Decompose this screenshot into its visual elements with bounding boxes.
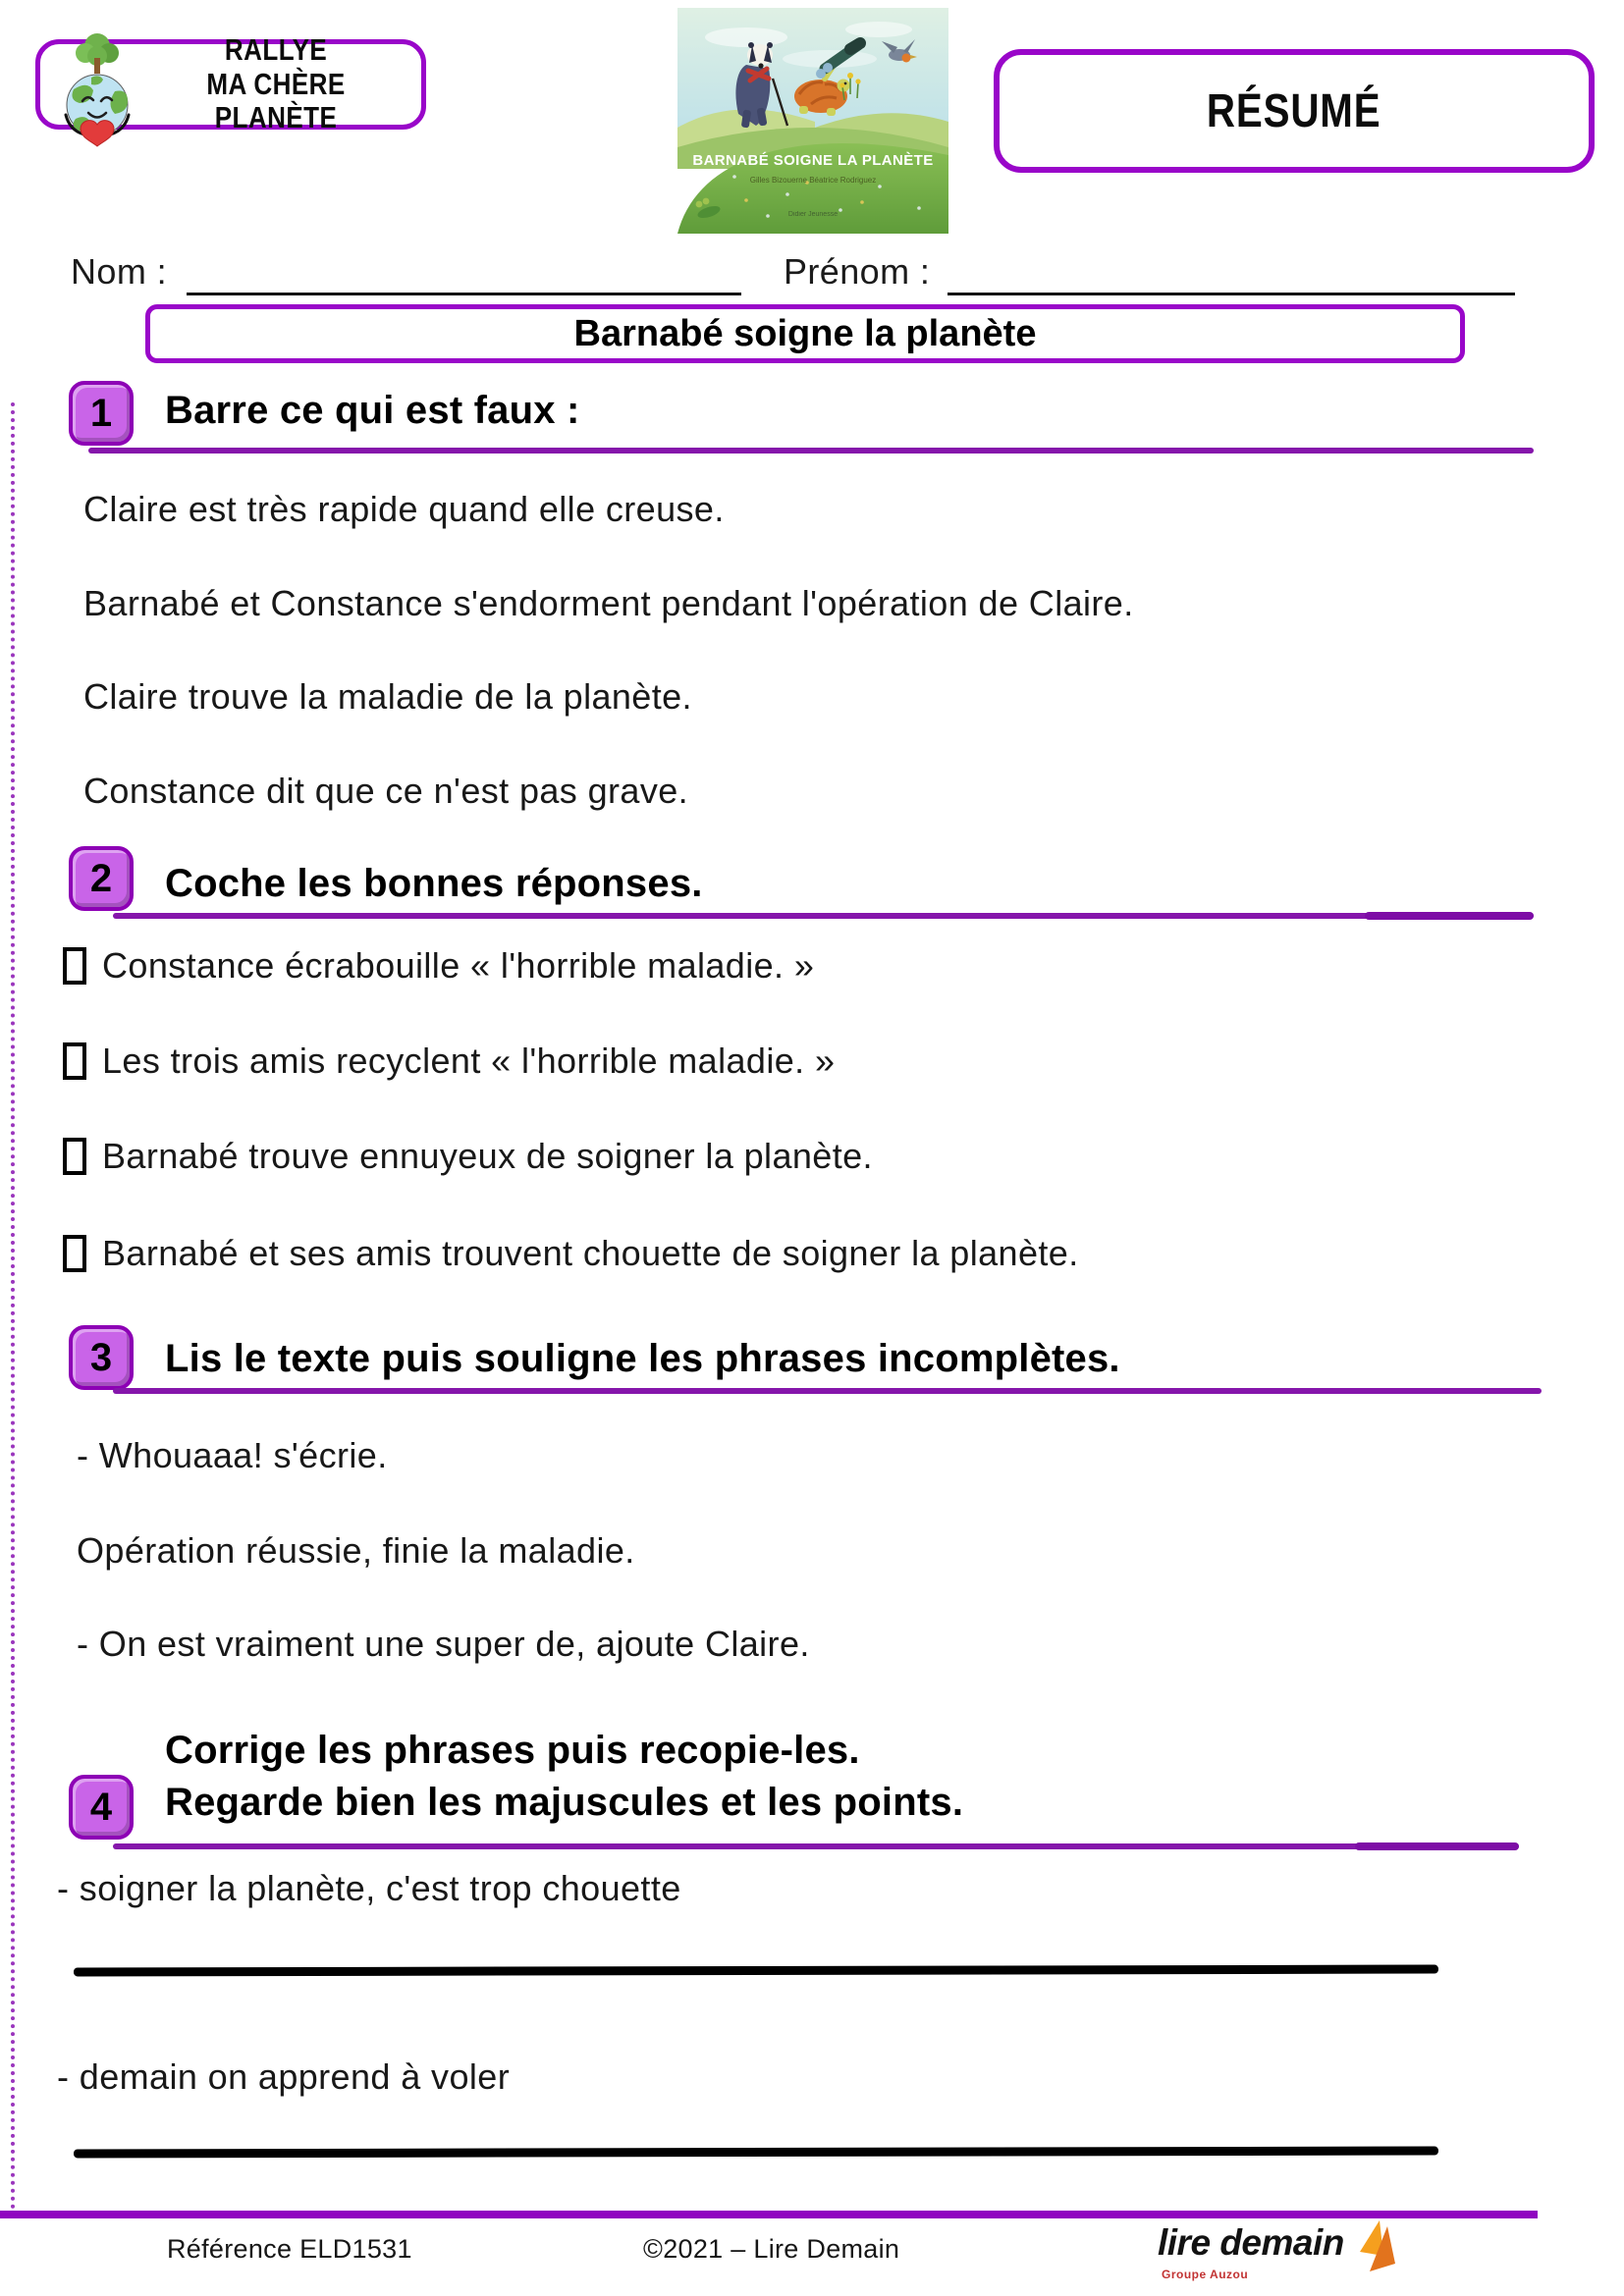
section-1-badge	[69, 381, 134, 446]
resume-label: RÉSUMÉ	[1207, 84, 1381, 137]
text-line: - On est vraiment une super de, ajoute Claire.	[77, 1624, 810, 1664]
answer-line[interactable]	[74, 1965, 1438, 1977]
answer-line[interactable]	[74, 2147, 1438, 2159]
checkbox[interactable]	[63, 1235, 86, 1272]
statement-line: Claire trouve la maladie de la planète.	[83, 676, 692, 717]
section-4-number: 4	[89, 1785, 113, 1829]
lire-demain-logo	[1144, 2216, 1438, 2291]
section-2-underline-tail	[1365, 912, 1534, 920]
answer-prompt: - soigner la planète, c'est trop chouette	[57, 1868, 681, 1908]
checkbox[interactable]	[63, 1042, 86, 1080]
section-3-heading: Lis le texte puis souligne les phrases incomplètes.	[165, 1337, 1120, 1380]
statement-line: Claire est très rapide quand elle creuse.	[83, 489, 725, 529]
logo-text: lire demain	[1158, 2222, 1344, 2263]
rally-title-line2: MA CHÈRE PLANÈTE	[206, 66, 346, 135]
checkbox-item-label: Constance écrabouille « l'horrible maladie. »	[102, 945, 815, 986]
checkbox-row	[63, 1233, 1079, 1274]
section-3-underline	[113, 1388, 1542, 1394]
section-2-heading: Coche les bonnes réponses.	[165, 862, 703, 905]
checkbox-item-label: Barnabé trouve ennuyeux de soigner la planète.	[102, 1136, 873, 1176]
section-4-badge	[69, 1775, 134, 1840]
checkbox-row	[63, 1041, 835, 1082]
book-cover	[677, 8, 948, 234]
prenom-label: Prénom :	[784, 251, 931, 292]
section-1-heading: Barre ce qui est faux :	[165, 389, 580, 432]
text-line: - Whouaaa! s'écrie.	[77, 1435, 388, 1475]
checkbox-row	[63, 1136, 873, 1177]
section-1-underline	[88, 448, 1534, 454]
answer-prompt: - demain on apprend à voler	[57, 2056, 511, 2097]
text-line: Opération réussie, finie la maladie.	[77, 1530, 635, 1571]
statement-line: Constance dit que ce n'est pas grave.	[83, 771, 689, 811]
footer-reference: Référence ELD1531	[167, 2234, 412, 2264]
section-3-number: 3	[89, 1335, 113, 1379]
book-cover-illustration	[677, 8, 948, 234]
resume-box	[994, 49, 1595, 173]
prenom-line[interactable]	[947, 293, 1515, 295]
section-2-badge	[69, 846, 134, 911]
section-2-underline	[113, 913, 1534, 919]
logo-swoosh-icon	[1356, 2218, 1399, 2273]
book-cover-title: BARNABÉ SOIGNE LA PLANÈTE	[692, 152, 934, 169]
earth-hugging-heart-icon	[52, 28, 142, 148]
rally-badge-box	[35, 31, 426, 135]
statement-line: Barnabé et Constance s'endorment pendant l'opération de Claire.	[83, 583, 1134, 623]
section-4-heading-line2: Regarde bien les majuscules et les points.	[165, 1781, 964, 1824]
checkbox[interactable]	[63, 1138, 86, 1175]
section-3-badge	[69, 1325, 134, 1390]
checkbox-item-label: Barnabé et ses amis trouvent chouette de soigner la planète.	[102, 1233, 1079, 1273]
nom-line[interactable]	[187, 293, 741, 295]
checkbox-item-label: Les trois amis recyclent « l'horrible maladie. »	[102, 1041, 836, 1081]
rally-title-line1: RALLYE	[224, 31, 328, 67]
section-4-underline	[113, 1843, 1519, 1849]
nom-label: Nom :	[71, 251, 168, 292]
checkbox[interactable]	[63, 947, 86, 985]
worksheet-title: Barnabé soigne la planète	[573, 312, 1037, 354]
footer-copyright: ©2021 – Lire Demain	[643, 2234, 900, 2264]
worksheet-title-box	[145, 304, 1465, 363]
book-cover-authors: Gilles Bizouerne Béatrice Rodriguez	[749, 176, 877, 185]
logo-subtext: Groupe Auzou	[1162, 2268, 1249, 2281]
section-2-number: 2	[89, 856, 113, 900]
book-cover-publisher: Didier Jeunesse	[787, 211, 839, 218]
checkbox-row	[63, 945, 814, 987]
section-4-underline-tail	[1355, 1842, 1519, 1850]
left-dotted-margin-line	[11, 402, 15, 2211]
section-4-heading-line1: Corrige les phrases puis recopie-les.	[165, 1729, 860, 1772]
section-1-number: 1	[89, 391, 113, 435]
